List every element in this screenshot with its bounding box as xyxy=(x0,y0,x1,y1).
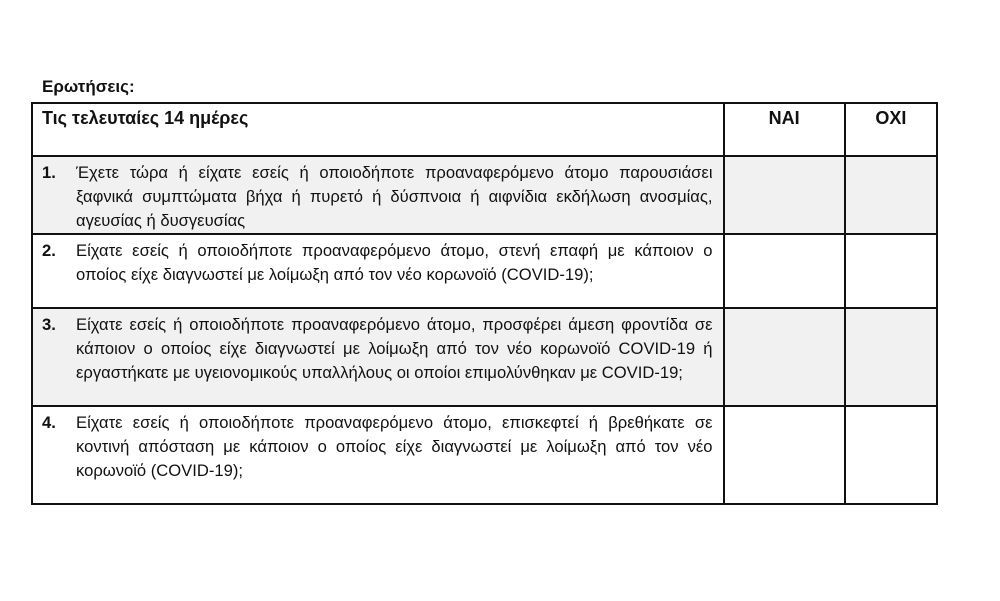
question-column-header: Τις τελευταίες 14 ημέρες xyxy=(32,103,724,156)
yes-answer-cell[interactable] xyxy=(724,234,845,308)
question-number: 2. xyxy=(42,241,56,260)
question-number: 3. xyxy=(42,315,56,334)
yes-answer-cell[interactable] xyxy=(724,406,845,504)
question-cell xyxy=(32,308,724,406)
question-cell xyxy=(32,406,724,504)
question-text: Είχατε εσείς ή οποιοδήποτε προαναφερόμενο άτομο, επισκεφτεί ή βρεθήκατε σε κοντινή απόσταση με κάποιον ο οποίος είχε διαγνωστεί με λοίμωξη από τον νέο κορωνοϊό (COVID-19); xyxy=(76,413,713,480)
question-row xyxy=(32,234,937,308)
question-row xyxy=(32,156,937,234)
question-cell xyxy=(32,156,724,234)
question-text: Έχετε τώρα ή είχατε εσείς ή οποιοδήποτε προαναφερόμενο άτομο παρουσιάσει ξαφνικά συμπτώματα βήχα ή πυρετό ή δύσπνοια ή αιφνίδια εκδήλωση ανοσμίας, αγευσίας ή δυσγευσίας xyxy=(76,163,713,230)
table-header-row xyxy=(32,103,937,156)
questionnaire-table xyxy=(31,102,938,505)
question-text: Είχατε εσείς ή οποιοδήποτε προαναφερόμενο άτομο, προσφέρει άμεση φροντίδα σε κάποιον ο οποίος είχε διαγνωστεί με λοίμωξη από τον νέο κορωνοϊό COVID-19 ή εργαστήκατε με υγειονομικούς υπαλλήλους οι οποίοι επιμολύνθηκαν με COVID-19; xyxy=(76,315,713,382)
question-row xyxy=(32,308,937,406)
question-text: Είχατε εσείς ή οποιοδήποτε προαναφερόμενο άτομο, στενή επαφή με κάποιον ο οποίος είχε διαγνωστεί με λοίμωξη από τον νέο κορωνοϊό (COVID-19); xyxy=(76,241,713,284)
yes-answer-cell[interactable] xyxy=(724,308,845,406)
no-answer-cell[interactable] xyxy=(845,308,937,406)
yes-answer-cell[interactable] xyxy=(724,156,845,234)
question-number: 1. xyxy=(42,163,56,182)
no-column-header: ΟΧΙ xyxy=(845,103,937,156)
no-answer-cell[interactable] xyxy=(845,156,937,234)
no-answer-cell[interactable] xyxy=(845,234,937,308)
question-row xyxy=(32,406,937,504)
yes-column-header: ΝΑΙ xyxy=(724,103,845,156)
question-cell xyxy=(32,234,724,308)
no-answer-cell[interactable] xyxy=(845,406,937,504)
section-label: Ερωτήσεις: xyxy=(42,77,135,96)
question-number: 4. xyxy=(42,413,56,432)
